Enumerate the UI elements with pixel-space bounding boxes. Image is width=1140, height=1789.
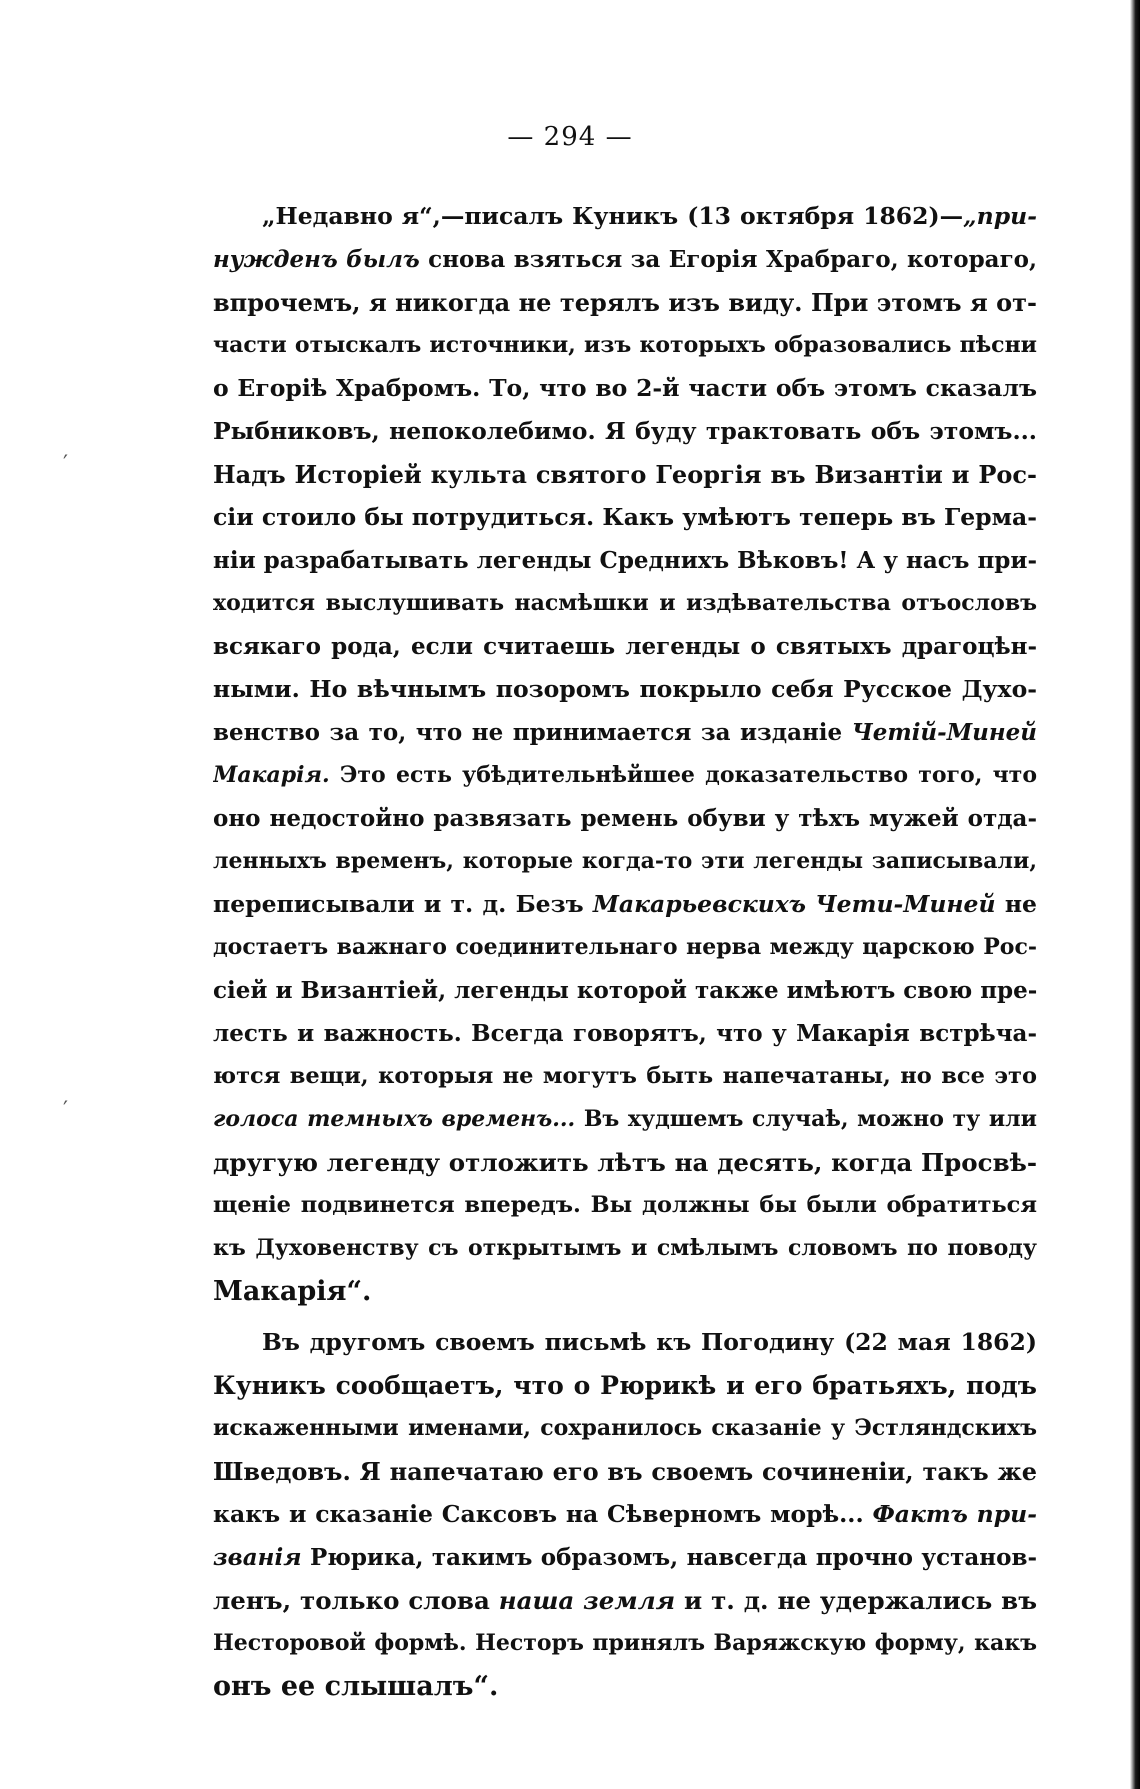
text-line: къ Духовенству съ открытымъ и смѣлымъ словомъ по поводу bbox=[213, 1235, 1037, 1261]
text-line: какъ и сказаніе Саксовъ на Сѣверномъ морѣ... Фактъ при- bbox=[213, 1500, 1037, 1528]
text-line: переписывали и т. д. Безъ Макарьевскихъ Чети-Миней не bbox=[213, 890, 1037, 918]
text-line: сіи стоило бы потрудиться. Какъ умѣютъ теперь въ Герма- bbox=[213, 503, 1037, 531]
text-line: Макарія. Это есть убѣдительнѣйшее доказательство того, что bbox=[213, 762, 1037, 788]
paragraph-2 bbox=[213, 1321, 1037, 1708]
text-line: ленныхъ временъ, которые когда-то эти легенды записывали, bbox=[213, 848, 1037, 874]
text-line: Несторовой формѣ. Несторъ принялъ Варяжскую форму, какъ bbox=[213, 1630, 1037, 1656]
text-line: Шведовъ. Я напечатаю его въ своемъ сочиненіи, такъ же bbox=[213, 1457, 1037, 1486]
text-line: венство за то, что не принимается за изданіе Четій-Миней bbox=[213, 719, 1037, 746]
text-line: ніи разрабатывать легенды Среднихъ Вѣковъ! А у насъ при- bbox=[213, 547, 1037, 574]
text-line: Надъ Исторіей культа святого Георгія въ Византіи и Рос- bbox=[213, 460, 1037, 489]
text-line: щеніе подвинется впередъ. Вы должны бы были обратиться bbox=[213, 1192, 1037, 1218]
text-line: достаетъ важнаго соединительнаго нерва между царскою Рос- bbox=[213, 934, 1037, 960]
text-line: Въ другомъ своемъ письмѣ къ Погодину (22 мая 1862) bbox=[262, 1328, 1037, 1356]
text-line: „Недавно я“,—писалъ Куникъ (13 октября 1862)—„при- bbox=[262, 202, 1037, 230]
text-line: ленъ, только слова наша земля и т. д. не удержались въ bbox=[213, 1586, 1037, 1615]
margin-mark: ′ bbox=[63, 1098, 68, 1123]
text-line: ходится выслушивать насмѣшки и издѣвательства отъословъ bbox=[213, 590, 1037, 616]
paragraph-1 bbox=[213, 195, 1037, 1313]
text-line: Рыбниковъ, непоколебимо. Я буду трактовать объ этомъ... bbox=[213, 417, 1037, 445]
text-line: онъ ее слышалъ“. bbox=[213, 1671, 499, 1702]
text-line: лесть и важность. Всегда говорятъ, что у Макарія встрѣча- bbox=[213, 1020, 1037, 1047]
text-line: Макарія“. bbox=[213, 1276, 372, 1307]
page-binding-edge bbox=[1130, 0, 1140, 1789]
text-line: ными. Но вѣчнымъ позоромъ покрыло себя Русское Духо- bbox=[213, 675, 1037, 703]
text-line: Куникъ сообщаетъ, что о Рюрикѣ и его братьяхъ, подъ bbox=[213, 1371, 1037, 1400]
text-line: о Егоріѣ Храбромъ. То, что во 2-й части объ этомъ сказалъ bbox=[213, 374, 1037, 402]
text-line: ются вещи, которыя не могутъ быть напечатаны, но все это bbox=[213, 1063, 1037, 1089]
paragraph-gap bbox=[213, 1313, 1037, 1321]
margin-mark: ′ bbox=[63, 452, 68, 477]
text-line: впрочемъ, я никогда не терялъ изъ виду. При этомъ я от- bbox=[213, 288, 1037, 317]
text-line: части отыскалъ источники, изъ которыхъ образовались пѣсни bbox=[213, 332, 1037, 358]
text-line: сіей и Византіей, легенды которой также имѣютъ свою пре- bbox=[213, 977, 1037, 1004]
text-line: званія Рюрика, такимъ образомъ, навсегда прочно установ- bbox=[213, 1544, 1037, 1571]
page-number: — 294 — bbox=[507, 122, 633, 152]
text-line: другую легенду отложить лѣтъ на десять, когда Просвѣ- bbox=[213, 1148, 1037, 1177]
text-line: нужденъ былъ снова взяться за Егорія Храбраго, котораго, bbox=[213, 246, 1037, 273]
text-line: голоса темныхъ временъ... Въ худшемъ случаѣ, можно ту или bbox=[213, 1106, 1037, 1132]
text-line: оно недостойно развязать ремень обуви у тѣхъ мужей отда- bbox=[213, 805, 1037, 832]
body-text bbox=[213, 195, 1037, 1708]
text-line: всякаго рода, если считаешь легенды о святыхъ драгоцѣн- bbox=[213, 633, 1037, 660]
text-line: искаженными именами, сохранилось сказаніе у Эстляндскихъ bbox=[213, 1415, 1037, 1441]
